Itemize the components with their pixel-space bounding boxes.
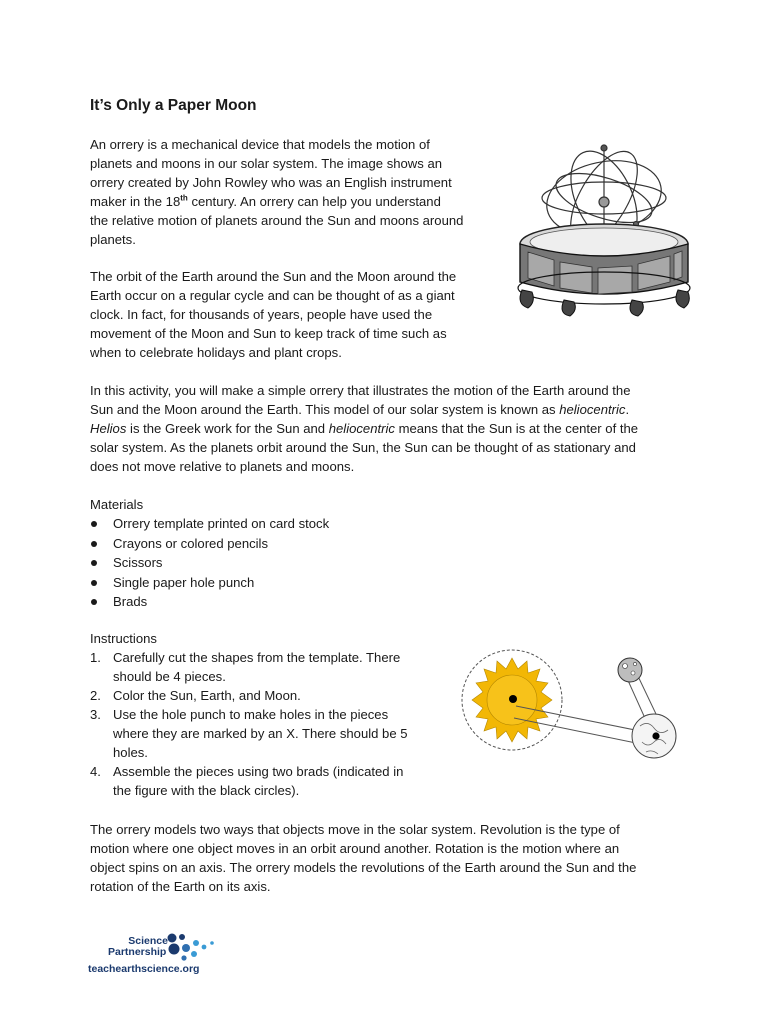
text-line: planets and moons in our solar system. The image shows an (90, 156, 443, 171)
text-line (90, 192, 463, 211)
text-line: when to celebrate holidays and plant crops. (90, 345, 342, 360)
list-item-label: Orrery template printed on card stock (113, 516, 330, 531)
list-item-label: Brads (113, 594, 148, 609)
superscript: th (180, 193, 188, 203)
text-line: An orrery is a mechanical device that models the motion of (90, 137, 430, 152)
text-run: means that the Sun is at the center of the (394, 421, 639, 436)
list-item (90, 762, 440, 800)
text-line: planets. (90, 232, 136, 247)
orrery-illustration (512, 140, 692, 320)
step-line: Color the Sun, Earth, and Moon. (113, 688, 301, 703)
list-item (90, 534, 329, 554)
materials-list (90, 514, 329, 612)
list-item (90, 553, 329, 573)
brad-icon (509, 695, 517, 703)
step-number: 2. (90, 688, 101, 703)
closing-paragraph (90, 820, 636, 896)
text-run: century. An orrery can help you understand (187, 194, 441, 209)
text-line: In this activity, you will make a simple orrery that illustrates the motion of the Earth around the (90, 383, 631, 398)
step-line: should be 4 pieces. (113, 669, 226, 684)
list-item (90, 705, 440, 762)
paper-orrery-diagram (456, 646, 682, 764)
text-line (90, 419, 638, 438)
text-line: the relative motion of planets around the Sun and moons around (90, 213, 464, 228)
instructions-heading: Instructions (90, 631, 157, 646)
list-item-label: Crayons or colored pencils (113, 535, 269, 551)
text-run: . (625, 402, 630, 417)
step-number: 1. (90, 650, 101, 665)
logo-dots-icon (166, 932, 218, 962)
step-line: Carefully cut the shapes from the template. There (113, 650, 401, 665)
text-line: solar system. As the planets orbit around the Sun, the Sun can be thought of as stationary and (90, 440, 636, 455)
bullet-icon (91, 580, 97, 586)
step-line: Assemble the pieces using two brads (indicated in (113, 764, 404, 779)
bullet-icon (91, 560, 97, 566)
list-item (90, 648, 440, 686)
list-item-label: Scissors (113, 555, 163, 570)
orbit-paragraph (90, 267, 456, 362)
step-line: Use the hole punch to make holes in the pieces (113, 707, 389, 722)
text-line: The orrery models two ways that objects move in the solar system. Revolution is the type of (90, 822, 620, 837)
list-item (90, 573, 329, 593)
science-partnership-logo (88, 932, 218, 978)
list-item-label: Single paper hole punch (113, 574, 255, 590)
activity-paragraph (90, 381, 638, 476)
italic-term: Helios (90, 421, 127, 436)
moon-icon (618, 658, 642, 682)
text-line: rotation of the Earth on its axis. (90, 879, 271, 894)
bullet-icon (91, 541, 97, 547)
text-line: Earth occur on a regular cycle and can be thought of as a giant (90, 288, 455, 303)
logo-line-partnership: Partnership (108, 946, 167, 958)
step-line: the figure with the black circles). (113, 783, 300, 798)
bullet-icon (91, 599, 97, 605)
logo-text (108, 936, 168, 958)
bullet-icon (91, 521, 97, 527)
text-line: orrery created by John Rowley who was an English instrument (90, 175, 452, 190)
text-line: clock. In fact, for thousands of years, people have used the (90, 307, 433, 322)
text-line: does not move relative to planets and moons. (90, 459, 355, 474)
intro-paragraph (90, 135, 463, 249)
list-item (90, 514, 329, 534)
step-number: 3. (90, 707, 101, 722)
step-line: holes. (113, 745, 148, 760)
step-number: 4. (90, 764, 101, 779)
instructions-list (90, 648, 440, 800)
text-run: is the Greek work for the Sun and (126, 421, 329, 436)
text-line (90, 400, 638, 419)
text-run: Sun and the Moon around the Earth. This model of our solar system is known as (90, 402, 560, 417)
materials-heading: Materials (90, 497, 144, 512)
page-title: It’s Only a Paper Moon (90, 97, 257, 114)
italic-term: heliocentric (559, 402, 626, 417)
text-line: movement of the Moon and Sun to keep track of time such as (90, 326, 447, 341)
text-line: motion where one object moves in an orbit around another. Rotation is the motion where an (90, 841, 620, 856)
list-item (90, 686, 440, 705)
logo-url: teachearthscience.org (88, 963, 200, 975)
text-line: object spins on an axis. The orrery models the revolutions of the Earth around the Sun and the (90, 860, 637, 875)
step-line: where they are marked by an X. There should be 5 (113, 726, 408, 741)
brad-icon (652, 732, 659, 739)
text-run: maker in the 18 (90, 194, 181, 209)
italic-term: heliocentric (328, 421, 395, 436)
list-item (90, 592, 329, 612)
text-line: The orbit of the Earth around the Sun and the Moon around the (90, 269, 457, 284)
logo-line-science: Science (128, 935, 168, 947)
